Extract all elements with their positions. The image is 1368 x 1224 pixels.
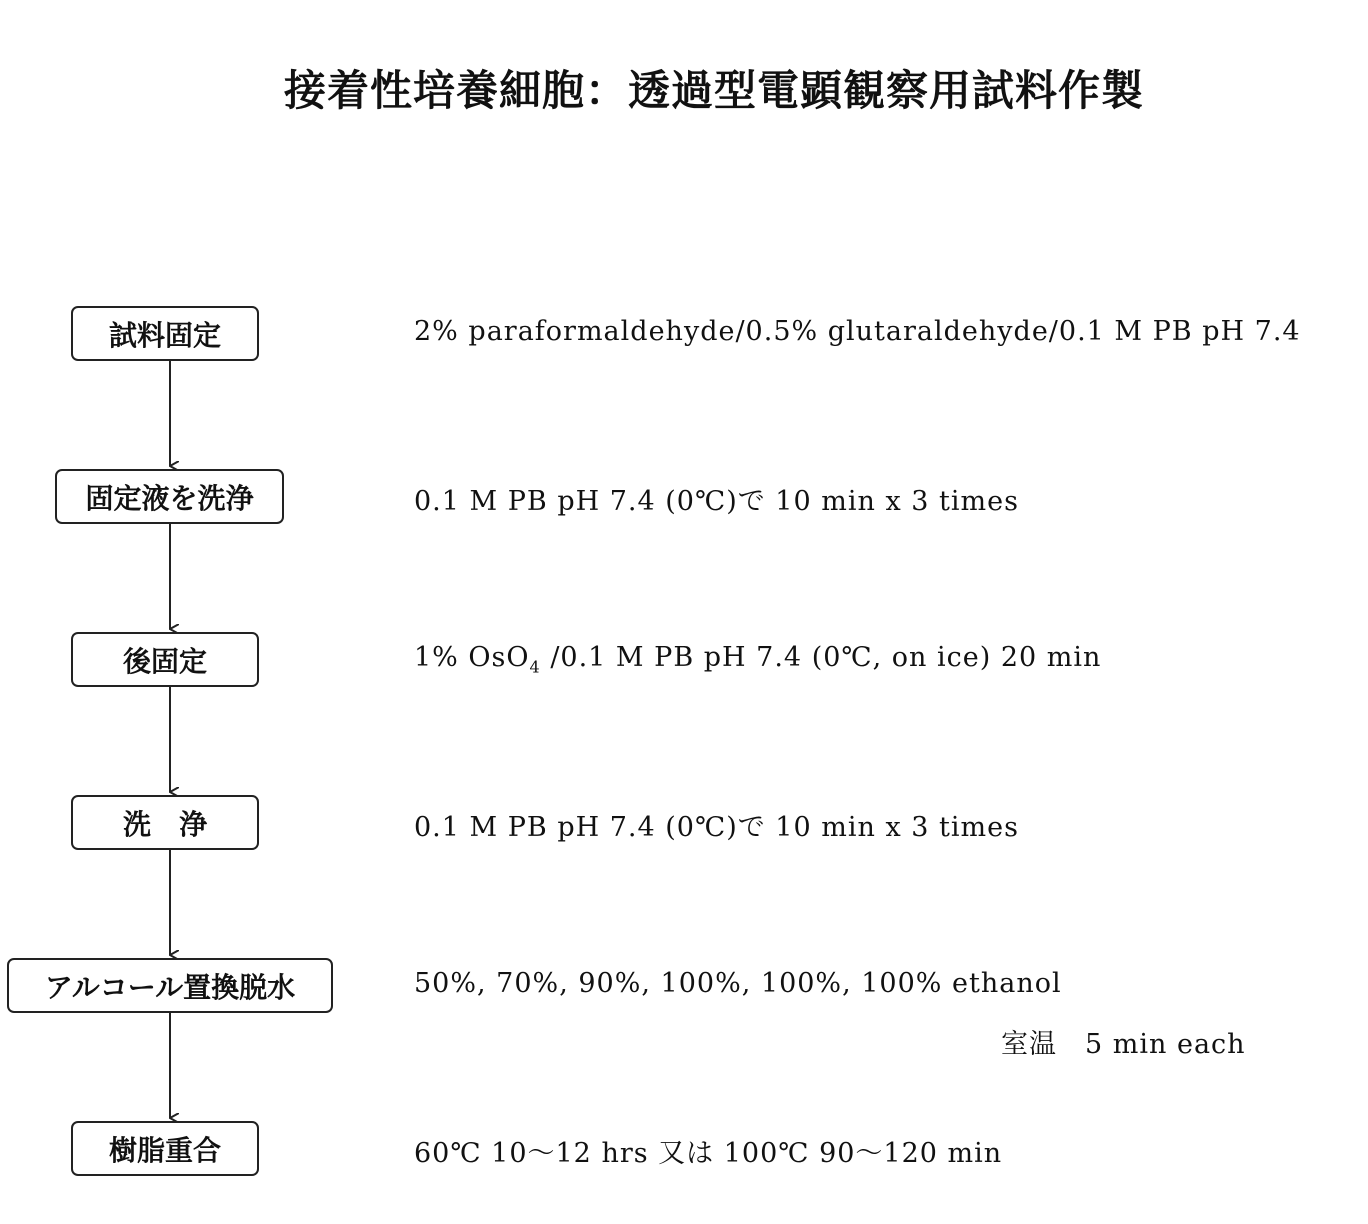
step-label: アルコール置換脱水 — [44, 970, 296, 1004]
step-desc-post-fixation — [414, 642, 1101, 676]
desc-part: 1% OsO — [414, 642, 530, 673]
step-box-polymerization — [71, 1121, 259, 1176]
step-box-dehydration — [7, 958, 333, 1013]
step-box-wash — [71, 795, 259, 850]
step-desc-wash-fixative: 0.1 M PB pH 7.4 (0℃)で 10 min x 3 times — [414, 486, 1019, 517]
step-label: 固定液を洗浄 — [85, 481, 254, 515]
step-box-fixation — [71, 306, 259, 361]
step-desc-dehydration: 50%, 70%, 90%, 100%, 100%, 100% ethanol — [414, 968, 1062, 999]
page-title: 接着性培養細胞：透過型電顕観察用試料作製 — [283, 66, 1144, 115]
step-label: 後固定 — [122, 644, 207, 678]
desc-part: /0.1 M PB pH 7.4 (0℃, on ice) 20 min — [540, 642, 1102, 673]
step-desc-wash: 0.1 M PB pH 7.4 (0℃)で 10 min x 3 times — [414, 812, 1019, 843]
step-desc-dehydration-line2: 室温 5 min each — [1001, 1029, 1246, 1060]
step-desc-fixation: 2% paraformaldehyde/0.5% glutaraldehyde/0.1 M PB pH 7.4 — [414, 316, 1301, 347]
step-label: 樹脂重合 — [108, 1133, 221, 1167]
step-box-wash-fixative — [55, 469, 284, 524]
step-label: 洗 浄 — [122, 807, 207, 841]
step-label: 試料固定 — [108, 318, 221, 352]
step-box-post-fixation — [71, 632, 259, 687]
step-desc-polymerization: 60℃ 10〜12 hrs 又は 100℃ 90〜120 min — [414, 1138, 1003, 1169]
desc-subscript: 4 — [529, 657, 541, 677]
